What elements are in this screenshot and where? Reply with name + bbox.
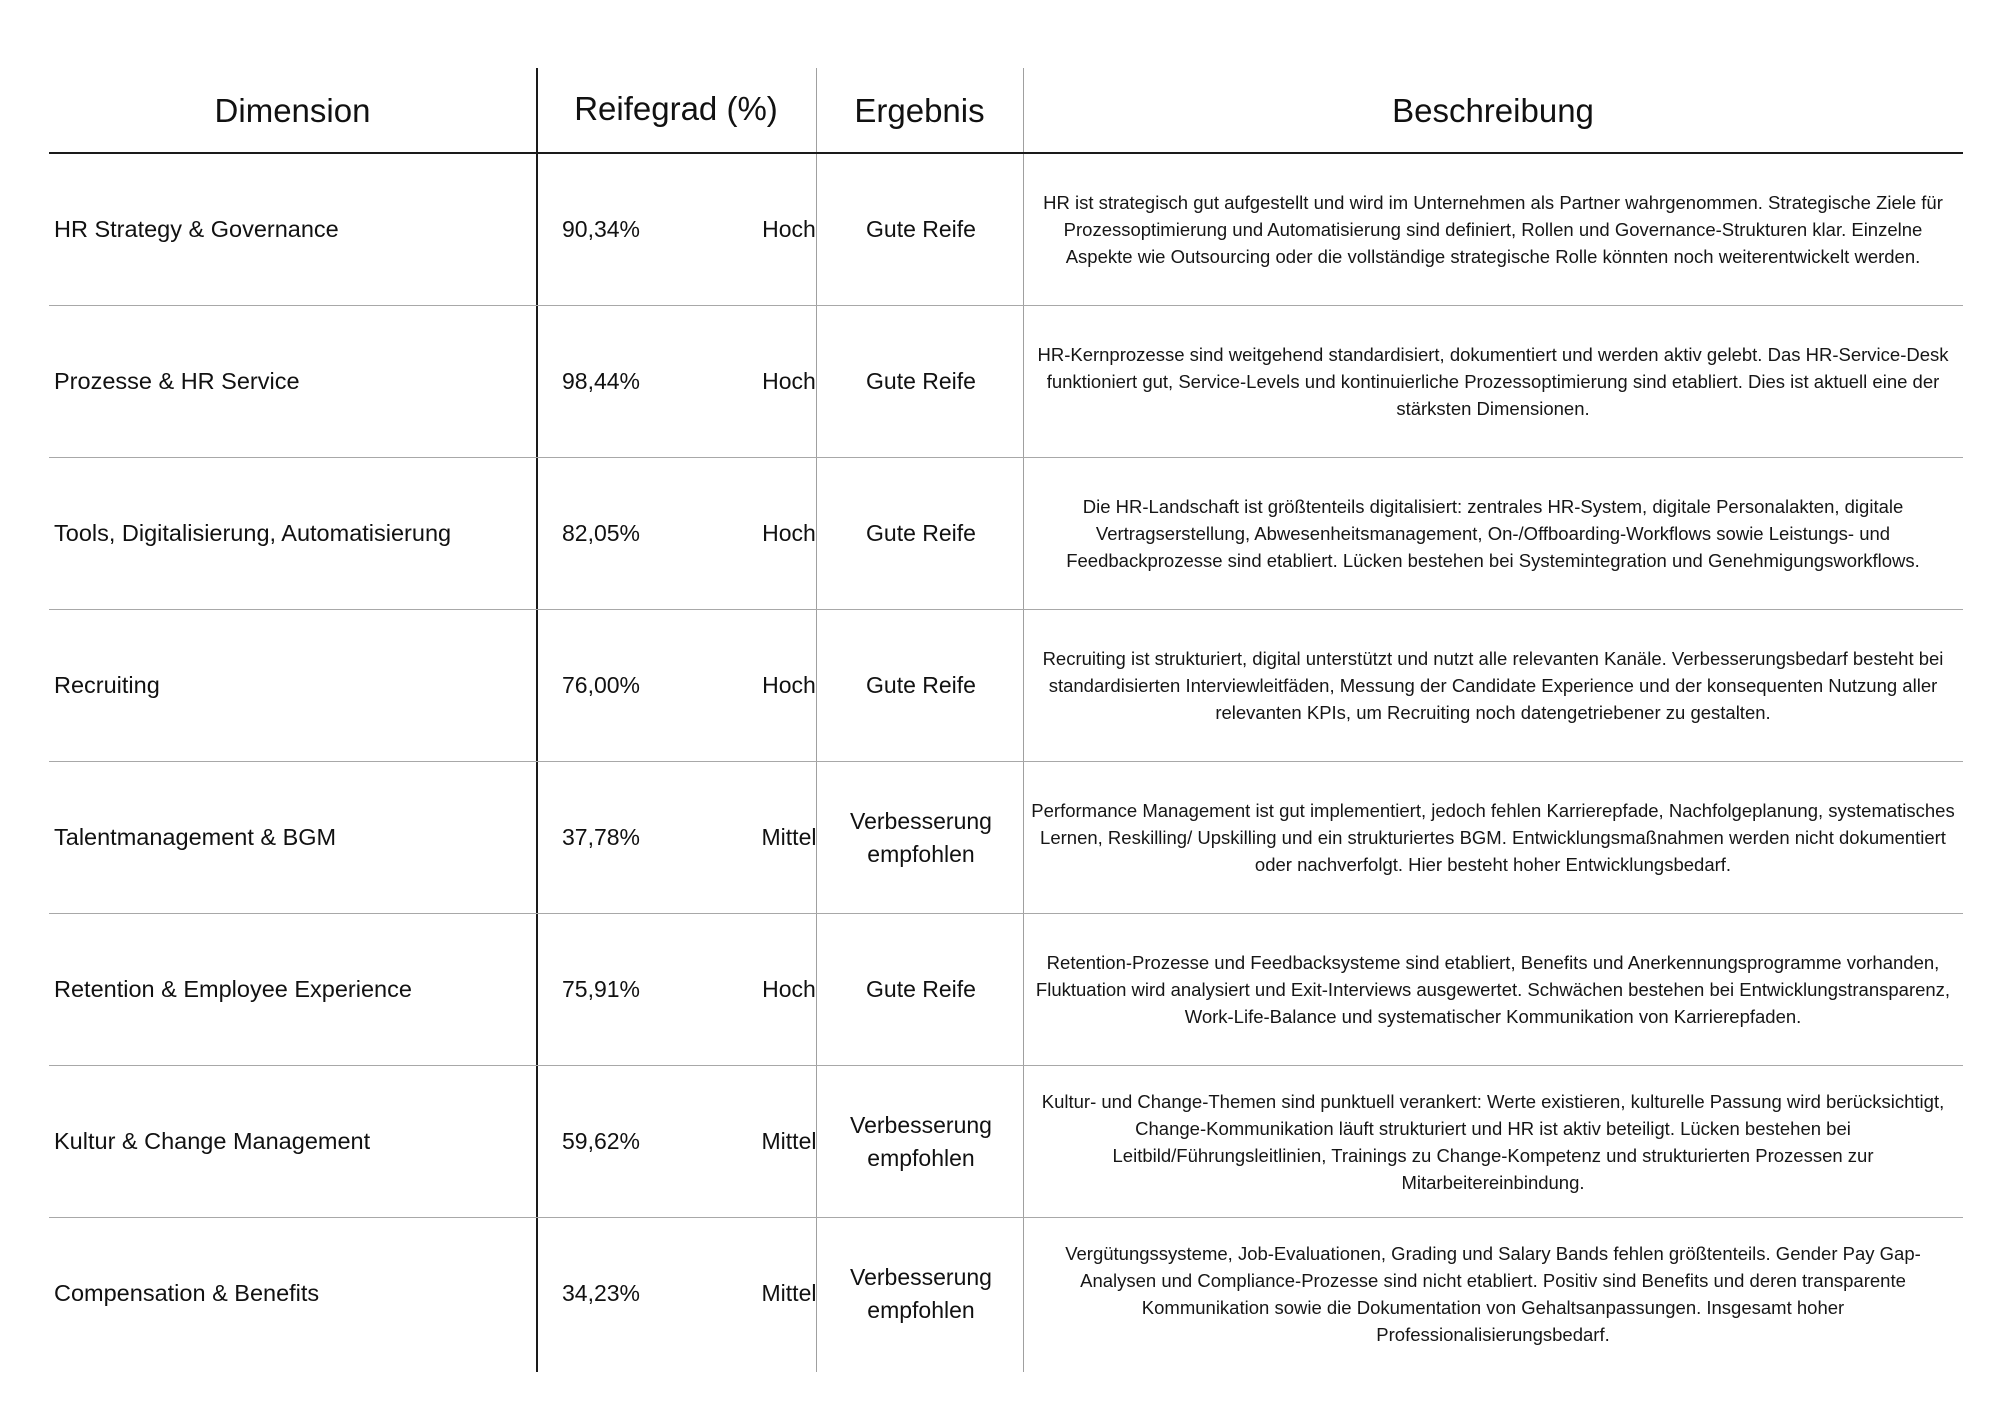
dimension-cell: HR Strategy & Governance <box>54 216 339 242</box>
result-cell: Gute Reife <box>866 976 976 1002</box>
dimension-cell: Recruiting <box>54 672 160 698</box>
description-cell: Performance Management ist gut implementiert, jedoch fehlen Karrierepfade, Nachfolgeplanung, systematisches Lernen, Reskilling/ Upskilling und ein strukturiertes BGM. Entwicklungsmaßnahmen werden nicht dokumentiert oder nachverfolgt. Hier besteht hoher Entwicklungsbedarf. <box>1031 800 1955 875</box>
description-cell: Die HR-Landschaft ist größtenteils digitalisiert: zentrales HR-System, digitale Personalakten, digitale Vertragserstellung, Abwesenheitsmanagement, On-/Offboarding-Workflows sowie Leistungs- und Feedbackprozesse sind etabliert. Lücken bestehen bei Systemintegration und Genehmigungsworkflows. <box>1066 496 1920 571</box>
maturity-percent: 59,62% <box>562 1128 641 1154</box>
maturity-level: Hoch <box>762 976 816 1002</box>
dimension-cell: Compensation & Benefits <box>54 1280 320 1306</box>
dimension-cell: Kultur & Change Management <box>54 1128 371 1154</box>
result-cell: Gute Reife <box>866 368 976 394</box>
dimension-cell: Retention & Employee Experience <box>54 976 412 1002</box>
header-result: Ergebnis <box>854 92 985 129</box>
description-cell: Retention-Prozesse und Feedbacksysteme sind etabliert, Benefits und Anerkennungsprogramme vorhanden, Fluktuation wird analysiert und Exit-Interviews ausgewertet. Schwächen bestehen bei Entwicklungstransparenz, Work-Life-Balance und systematischer Kommunikation von Karrierepfaden. <box>1035 952 1951 1027</box>
table-row <box>49 914 1963 1066</box>
table-header <box>49 68 1963 154</box>
header-description: Beschreibung <box>1392 92 1594 129</box>
result-cell: Verbesserung empfohlen <box>850 1263 992 1323</box>
result-cell: Verbesserung empfohlen <box>850 807 992 867</box>
table-row <box>49 610 1963 762</box>
maturity-percent: 82,05% <box>562 520 641 546</box>
maturity-percent: 34,23% <box>562 1280 641 1306</box>
table-row <box>49 1218 1963 1369</box>
maturity-level: Hoch <box>762 216 816 242</box>
description-cell: Kultur- und Change-Themen sind punktuell verankert: Werte existieren, kulturelle Passung wird berücksichtigt, Change-Kommunikation läuft strukturiert und HR ist aktiv beteiligt. Lücken bestehen bei Leitbild/Führungsleitlinien, Trainings zu Change-Kompetenz und strukturierten Prozessen zur Mitarbeitereinbindung. <box>1041 1090 1945 1193</box>
maturity-level: Mittel <box>761 1280 817 1306</box>
maturity-table <box>49 68 1963 1369</box>
description-cell: HR ist strategisch gut aufgestellt und wird im Unternehmen als Partner wahrgenommen. Strategische Ziele für Prozessoptimierung und Automatisierung sind definiert, Rollen und Governance-Strukturen klar. Einzelne Aspekte wie Outsourcing oder die vollständige strategische Rolle könnten noch weiterentwickelt werden. <box>1043 192 1943 267</box>
maturity-level: Hoch <box>762 672 816 698</box>
maturity-level: Mittel <box>761 1128 817 1154</box>
description-cell: HR-Kernprozesse sind weitgehend standardisiert, dokumentiert und werden aktiv gelebt. Das HR-Service-Desk funktioniert gut, Service-Levels und kontinuierliche Prozessoptimierung sind etabliert. Dies ist aktuell eine der stärksten Dimensionen. <box>1037 344 1949 419</box>
maturity-percent: 76,00% <box>562 672 641 698</box>
maturity-level: Hoch <box>762 520 816 546</box>
header-maturity: Reifegrad (%) <box>574 90 778 127</box>
maturity-level: Mittel <box>761 824 817 850</box>
maturity-percent: 75,91% <box>562 976 641 1002</box>
table-row <box>49 1066 1963 1218</box>
header-dimension: Dimension <box>214 92 371 129</box>
description-cell: Vergütungssysteme, Job-Evaluationen, Grading und Salary Bands fehlen größtenteils. Gender Pay Gap-Analysen und Compliance-Prozesse sind nicht etabliert. Positiv sind Benefits und deren transparente Kommunikation sowie die Dokumentation von Gehaltsanpassungen. Insgesamt hoher Professionalisierungsbedarf. <box>1065 1242 1921 1345</box>
dimension-cell: Talentmanagement & BGM <box>54 824 337 850</box>
maturity-percent: 90,34% <box>562 216 641 242</box>
result-cell: Verbesserung empfohlen <box>850 1111 992 1171</box>
maturity-percent: 98,44% <box>562 368 641 394</box>
table-row <box>49 154 1963 306</box>
description-cell: Recruiting ist strukturiert, digital unterstützt und nutzt alle relevanten Kanäle. Verbesserungsbedarf besteht bei standardisierten Interviewleitfäden, Messung der Candidate Experience und der konsequenten Nutzung aller relevanten KPIs, um Recruiting noch datengetriebener zu gestalten. <box>1042 648 1944 723</box>
table-row <box>49 762 1963 914</box>
table-row <box>49 306 1963 458</box>
dimension-cell: Tools, Digitalisierung, Automatisierung <box>54 520 452 546</box>
result-cell: Gute Reife <box>866 216 976 242</box>
result-cell: Gute Reife <box>866 672 976 698</box>
table-row <box>49 458 1963 610</box>
maturity-percent: 37,78% <box>562 824 641 850</box>
dimension-cell: Prozesse & HR Service <box>54 368 300 394</box>
maturity-level: Hoch <box>762 368 816 394</box>
result-cell: Gute Reife <box>866 520 976 546</box>
